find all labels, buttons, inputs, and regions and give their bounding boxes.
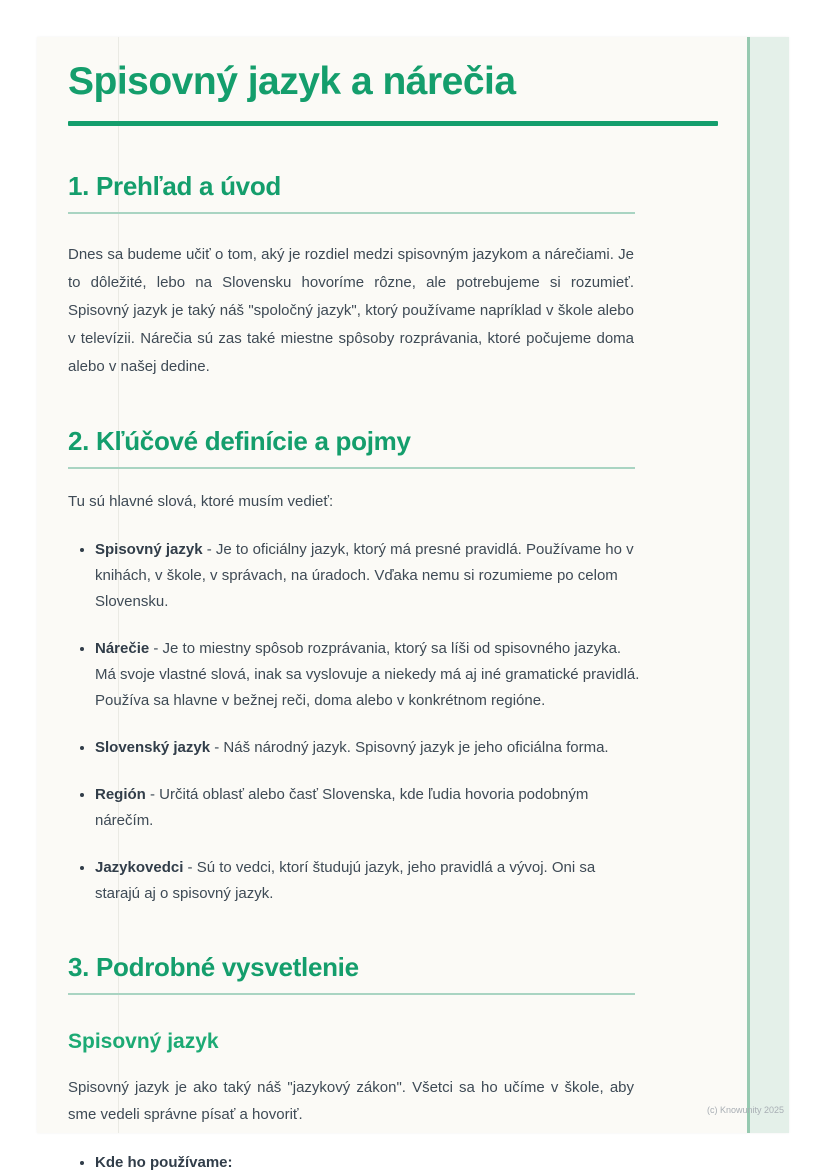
definition-item	[95, 537, 640, 615]
usage-list	[68, 1150, 640, 1176]
definition-text: - Je to oficiálny jazyk, ktorý má presné pravidlá. Používame ho v knihách, v škole, v správach, na úradoch. Vďaka nemu si rozumieme po celom Slovensku.	[95, 541, 634, 610]
section-2-intro: Tu sú hlavné slová, ktoré musím vedieť:	[68, 493, 334, 510]
definition-text: - Sú to vedci, ktorí študujú jazyk, jeho pravidlá a vývoj. Oni sa starajú aj o spisovný jazyk.	[95, 859, 596, 902]
section-definitions	[68, 425, 718, 907]
document-content	[68, 37, 718, 1176]
page-title: Spisovný jazyk a nárečia	[68, 60, 516, 103]
definition-item	[95, 855, 640, 907]
document-page	[37, 37, 789, 1171]
definition-text: - Je to miestny spôsob rozprávania, ktorý sa líši od spisovného jazyka. Má svoje vlastné slová, inak sa vyslovuje a niekedy má aj iné gramatické pravidlá. Používa sa hlavne v bežnej reči, doma alebo v konkrétnom regióne.	[95, 640, 640, 709]
section-1-paragraph: Dnes sa budeme učiť o tom, aký je rozdiel medzi spisovným jazykom a nárečiami. Je to dôležité, lebo na Slovensku hovoríme rôzne, ale potrebujeme si rozumieť. Spisovný jazyk je taký náš "spoločný jazyk", ktorý používame napríklad v škole alebo v televízii. Nárečia sú zas také miestne spôsoby rozprávania, ktoré počujeme doma alebo v našej dedine.	[68, 246, 634, 375]
section-2-heading: 2. Kľúčové definície a pojmy	[68, 426, 411, 456]
definition-term: Región	[95, 786, 146, 803]
section-3-rule	[68, 993, 635, 995]
definition-item	[95, 735, 640, 761]
section-3-heading: 3. Podrobné vysvetlenie	[68, 952, 359, 982]
usage-label: Kde ho používame:	[95, 1154, 233, 1171]
section-2-rule	[68, 467, 635, 469]
usage-item	[95, 1150, 640, 1176]
section-explanation	[68, 951, 718, 1176]
definition-item	[95, 782, 640, 834]
definition-term: Slovenský jazyk	[95, 739, 211, 756]
definition-term: Spisovný jazyk	[95, 541, 203, 558]
definitions-list	[68, 537, 640, 907]
copyright-footer: (c) Knowunity 2025	[706, 1105, 784, 1115]
section-overview	[68, 170, 718, 381]
definition-term: Nárečie	[95, 640, 150, 657]
right-edge-strip	[747, 37, 789, 1133]
definition-term: Jazykovedci	[95, 859, 184, 876]
definition-text: - Určitá oblasť alebo časť Slovenska, kde ľudia hovoria podobným nárečím.	[95, 786, 589, 829]
definition-item	[95, 636, 640, 714]
section-1-heading: 1. Prehľad a úvod	[68, 171, 281, 201]
section-1-rule	[68, 212, 635, 214]
subsection-heading: Spisovný jazyk	[68, 1030, 219, 1053]
section-3-paragraph: Spisovný jazyk je ako taký náš "jazykový zákon". Všetci sa ho učíme v škole, aby sme vedeli správne písať a hovoriť.	[68, 1079, 634, 1123]
definition-text: - Náš národný jazyk. Spisovný jazyk je jeho oficiálna forma.	[210, 739, 609, 756]
title-rule	[68, 121, 718, 126]
